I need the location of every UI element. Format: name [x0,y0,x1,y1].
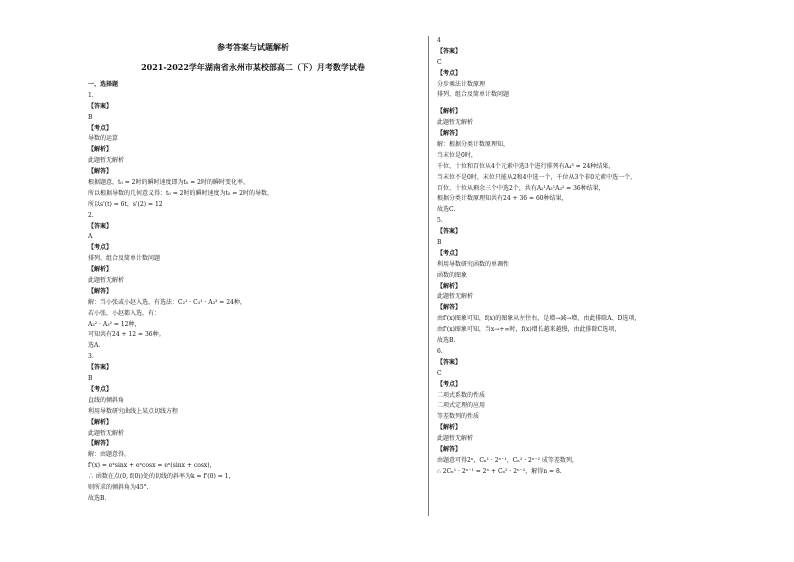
text-line: 【解析】 [437,282,462,290]
text-line: 由f'(x)图象可知，当x→+∞时，f(x)增长越来越慢，由此排除C选项， [437,326,621,334]
text-line: f'(x) = eˣsinx + eˣcosx = eˣ(sinx + cosx)， [88,462,216,470]
text-line: 等差数列的性质 [437,413,480,421]
text-line: 解：根据分类计数原理知， [437,141,510,149]
text-line: ∴ 2Cₙ¹ · 2ⁿ⁻¹ = 2ⁿ + Cₙ² · 2ⁿ⁻²，解得n = 8. [437,467,562,475]
text-line: 当末位是0时， [437,151,477,159]
text-line: 【答案】 [437,228,462,236]
text-line: 解：由题意得， [88,451,131,459]
text-line: 一、选择题 [88,81,119,88]
text-line: 【考点】 [88,244,113,252]
text-line: 【答案】 [437,358,462,366]
text-line: 排列、组合及简单计数问题 [437,91,510,99]
text-line: 【解答】 [437,445,462,453]
left-column-text [88,80,418,505]
text-line: 可知共有24 + 12 = 36种。 [88,331,165,339]
text-line: 2. [88,211,94,219]
text-line: 4 [437,37,441,44]
text-line: 3. [88,353,94,361]
text-line: 【解答】 [88,287,113,295]
text-line: 所以根据导数的几何意义得：t₀ = 2时的瞬时速度为t₀ = 2时的导数， [88,189,273,197]
text-line: 二项式系数的性质 [437,391,486,399]
text-line: A [88,233,93,241]
text-line: 【考点】 [88,385,113,393]
text-line: B [437,239,442,247]
text-line: 【解析】 [88,266,113,274]
text-line: 【解答】 [437,130,462,138]
text-line: 【解析】 [437,424,462,432]
text-line: ∴ 函数在点(0, f(0))处的切线的斜率为k = f'(0) = 1， [88,473,235,481]
text-line: 导数的运算 [88,135,119,143]
text-line: 【解答】 [88,440,113,448]
text-line: 【解答】 [88,168,113,176]
text-line: 利用导数研究曲线上某点切线方程 [88,407,179,415]
text-line: 【解析】 [88,418,113,426]
text-line: 则所求的倾斜角为45°. [88,483,149,491]
text-line: 【答案】 [437,47,462,55]
text-line: 此题暂无解析 [88,429,125,437]
text-line: 千位、十位和百位从4个元素中选3个进行排列有A₄³ = 24种结果， [437,162,615,170]
text-line: 此题暂无解析 [437,119,474,127]
text-line: 若小张，小赵都入选，有： [88,309,161,317]
text-line: 故选B. [437,337,456,345]
text-line: B [88,113,93,121]
text-line: A₂² · A₃² = 12种， [88,320,141,328]
text-line: 【考点】 [437,249,462,257]
text-line: 此题暂无解析 [437,293,474,301]
column-divider [428,36,429,516]
right-column-text [437,36,737,478]
text-line: 此题暂无解析 [88,157,125,165]
text-line: 1. [88,91,94,99]
document-title: 参考答案与试题解析 [217,42,289,52]
text-line: 【答案】 [88,222,113,230]
text-line: 由f'(x)图象可知，f(x)的图象从左往右，是增→减→增，由此排除A、D选项， [437,315,641,323]
text-line: 由题意可得2ⁿ，Cₙ¹ · 2ⁿ⁻¹，Cₙ² · 2ⁿ⁻² 成等差数列， [437,456,578,464]
document-subtitle: 2021-2022学年湖南省永州市某校部高二（下）月考数学试卷 [141,62,365,72]
text-line: 排列、组合及简单计数问题 [88,255,161,263]
text-line: 此题暂无解析 [88,277,125,285]
text-line: 5. [437,217,443,225]
text-line: C [437,58,442,66]
text-line: C [437,369,442,377]
text-line: 【考点】 [437,380,462,388]
text-line: 6. [437,347,443,355]
text-line: 根据分类计数原理知共有24 + 36 = 60种结果， [437,195,568,203]
text-line: 当末位不是0时，末位只能从2和4中选一个，千位从3个非0元素中选一个， [437,173,637,181]
text-line: 二项式定理的应用 [437,402,486,410]
text-line: 所以s'(t) = 6t，s'(2) = 12 [88,200,163,208]
text-line: 百位、十位从剩余三个中选2个，共有A₂¹A₃¹A₃² = 36种结果， [437,184,605,192]
text-line: 解：当小张或小赵入选，有选法：C₂¹ · C₃¹ · A₃³ = 24种， [88,298,246,306]
text-line: 【答案】 [88,364,113,372]
text-line: 故选B. [88,494,107,502]
text-line: 直线的倾斜角 [88,396,125,404]
text-line: 函数的图象 [437,271,468,279]
text-line: 故选C. [437,206,456,214]
text-line: 此题暂无解析 [437,435,474,443]
text-line: 选A. [88,342,101,350]
text-line: 【解答】 [437,304,462,312]
text-line: B [88,375,93,383]
text-line: 【解析】 [437,108,462,116]
text-line: 利用导数研究函数的单调性 [437,260,510,268]
text-line: 分步乘法计数原理 [437,80,486,88]
text-line: 【解析】 [88,146,113,154]
text-line: 【答案】 [88,102,113,110]
text-line: 【考点】 [88,124,113,132]
text-line: 【考点】 [437,69,462,77]
text-line: 根据题意，t₀ = 2时的瞬时速度即为t₀ = 2时的瞬时变化率， [88,179,249,187]
